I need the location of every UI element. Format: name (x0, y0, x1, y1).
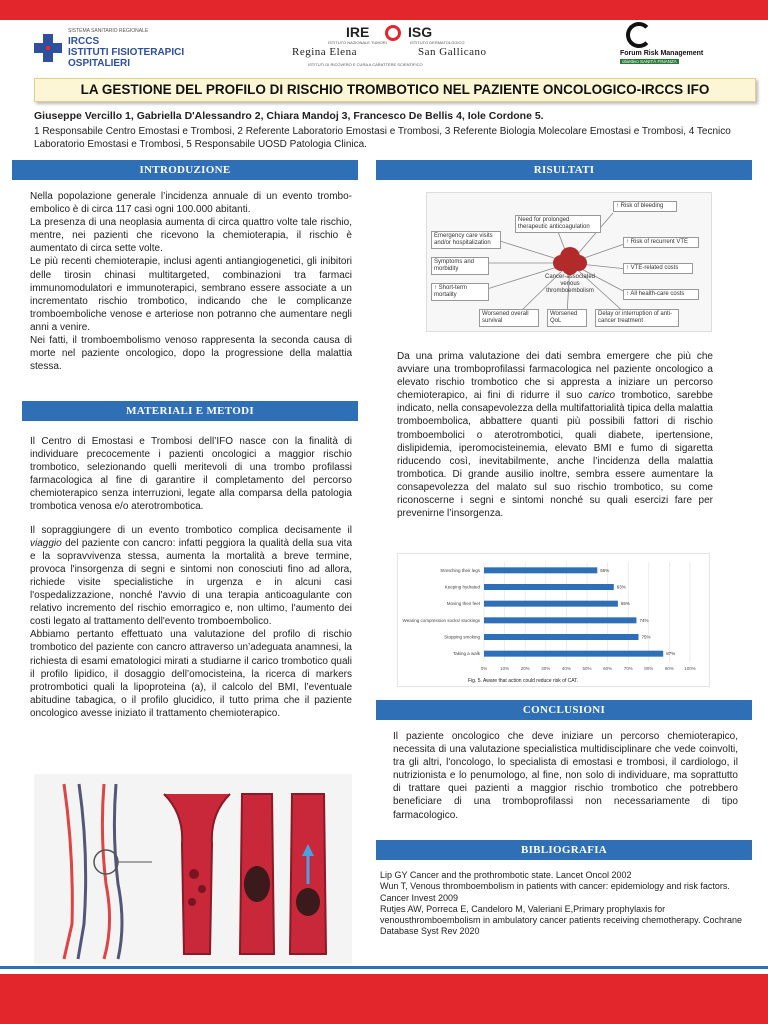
logo2-foot: ISTITUTI DI RICOVERO E CURA A CARATTERE SCIENTIFICO (308, 62, 423, 67)
awareness-bar-chart (397, 553, 710, 687)
reference-item: Rutjes AW, Porreca E, Candeloro M, Valeriani E,Primary prophylaxis for venousthromboembolism in ambulatory cancer patients receiving chemotherapy. Cochrane Database Syst Rev 2020 (380, 903, 743, 937)
materiali-p1: Il Centro di Emostasi e Trombosi dell’IFO nasce con la finalità di individuare precocemente i pazienti oncologici a maggior rischio trombotico, selezionando quelli meritevoli di una trombo profilassi farmacologica al fine di garantire il completamento del percorso chemioterapico senza interruzioni, legate alla comparsa della patologia trombotica venosa e/o aterotrombotica. (30, 436, 352, 513)
red-cross-icon (34, 34, 62, 62)
bottom-blue-line (0, 966, 768, 969)
heart-icon (385, 25, 401, 41)
bar (484, 584, 614, 590)
diagram-bottom-1: Worsened overall survival (479, 309, 539, 327)
forum-risk-logo (620, 22, 732, 68)
bar (484, 601, 618, 607)
intro-p4: Nei fatti, il tromboembolismo venoso rappresenta la seconda causa di morte nel paziente oncologico, dopo la progressione della malattia stessa. (30, 335, 352, 373)
poster-title: LA GESTIONE DEL PROFILO DI RISCHIO TROMBOTICO NEL PAZIENTE ONCOLOGICO-IRCCS IFO (34, 78, 756, 102)
ifo-logo (34, 26, 194, 69)
x-tick-label: 90% (664, 666, 674, 671)
risultati-p1 (397, 350, 713, 520)
logo-name (68, 36, 198, 69)
risultati-text (397, 350, 713, 520)
value-label: 74% (639, 617, 649, 623)
x-tick-label: 0% (480, 666, 488, 671)
x-tick-label: 100% (684, 666, 696, 671)
intro-p1: Nella popolazione generale l’incidenza annuale di un evento trombo-embolico è di circa 117 casi ogni 100.000 abitanti. (30, 191, 352, 216)
regina-elena: Regina Elena (292, 46, 357, 58)
diagram-right-1: ↑ Risk of recurrent VTE (623, 237, 699, 248)
intro-p2: La presenza di una neoplasia aumenta di circa quattro volte tale rischio, mentre, nei pazienti che ricevono la chemioterapia, il rischio è aumentato di circa sette volte. (30, 217, 352, 255)
diagram-left-1: Emergency care visits and/or hospitalization (431, 231, 501, 249)
authors: Giuseppe Vercillo 1, Gabriella D'Alessandro 2, Chiara Mandoj 3, Francesco De Bellis 4, Iole Cordone 5. (34, 110, 544, 122)
bar (484, 634, 639, 640)
value-label: 87% (666, 651, 676, 657)
value-label: 75% (641, 634, 651, 640)
chart-caption: Fig. 5. Aware that action could reduce risk of CAT. (468, 678, 579, 684)
ire-sub: ISTITUTO NAZIONALE TUMORI (328, 40, 387, 45)
category-label: Stretching their legs (440, 567, 480, 573)
logo-small-text: SISTEMA SANITARIO REGIONALE (68, 28, 149, 34)
x-tick-label: 80% (644, 666, 654, 671)
value-label: 55% (600, 567, 610, 573)
bibliografia-heading: BIBLIOGRAFIA (376, 840, 752, 860)
materiali-text (30, 435, 352, 720)
value-label: 63% (616, 584, 626, 590)
thrombus-illustration (34, 774, 352, 964)
isg-label: ISG (408, 24, 433, 40)
materiali-p2 (30, 524, 352, 629)
x-tick-label: 70% (623, 666, 633, 671)
conclusioni-text: Il paziente oncologico che deve iniziare un percorso chemioterapico, necessita di una valutazione specialistica multidisciplinare che vede coinvolti, tra gli altri, l'oncologo, lo specialista di emostasi e trombosi, il cardiologo, il nutrizionista e lo penumologo, al fine, non solo di individuare, ma soprattutto di trattare quei pazienti a maggior rischio trombotico che potrebbero beneficiare di una tromboprofilassi non necessariamente di tipo farmacologico. (393, 731, 738, 821)
diagram-right-3: ↑ All health-care costs (623, 289, 699, 300)
diagram-right-2: ↑ VTE-related costs (623, 263, 693, 274)
bar (484, 567, 597, 573)
x-tick-label: 20% (520, 666, 530, 671)
references-list (380, 870, 760, 938)
forum-name: Forum Risk Management (620, 50, 704, 57)
logo-line3: OSPITALIERI (68, 58, 131, 69)
diagram-bottom-3: Delay or interruption of anti-cancer treatment (595, 309, 679, 327)
diagram-bottom-2: Worsened QoL (547, 309, 587, 327)
isg-sub: ISTITUTO DERMATOLOGICO (410, 40, 465, 45)
intro-p3: Le più recenti chemioterapie, inclusi agenti antiangiogenetici, gli inibitori delle tirosin chinasi multitargeted, combinazioni tra farmaci immunomodulatori e immunoterapici, sembrano essere associate a un incrementato rischio trombotico, indicando che le complicanze tromboemboliche venose e arteriose non potranno che aumentare negli anni a venire. (30, 256, 352, 333)
reference-item: Lip GY Cancer and the prothrombotic state. Lancet Oncol 2002 (380, 870, 632, 880)
category-label: Moving their feet (446, 601, 480, 607)
bar (484, 651, 663, 657)
materiali-heading: MATERIALI E METODI (22, 401, 358, 421)
diagram-center: Cancer-associated venous thromboembolism (544, 274, 596, 294)
risultati-italic: carico (588, 390, 616, 402)
value-label: 65% (620, 601, 630, 607)
diagram-left-2: Symptoms and morbidity (431, 257, 489, 275)
logo-line1: IRCCS (68, 36, 100, 47)
diagram-top-2: Need for prolonged therapeutic anticoagulation (515, 215, 601, 233)
x-tick-label: 50% (582, 666, 592, 671)
ire-isg-logo (288, 24, 488, 70)
x-tick-label: 30% (541, 666, 551, 671)
category-label: Taking a walk (452, 651, 480, 657)
conclusioni-heading: CONCLUSIONI (376, 700, 752, 720)
risultati-p1b: trombotico, sarebbe indicato, nella consapevolezza della multifattorialità tipica della malattia tromboembolica, abbattere quanti più possibili fattori di rischio tromboembolici o aterotrombotici, quali diabete, ipertensione, dislipidemia, iperomocisteinemia, elevato BMI e fumo di sigaretta riducendo così, inevitabilmente, anche l’incidenza della malattia trombotica. Di grande ausilio inoltre, sembra essere aumentare la consapevolezza del malato sul suo rischio trombotico, su come riconoscerne i segni e sintomi nonché su quali esercizi fare per prevenirne l’insorgenza. (397, 390, 713, 520)
materiali-p2b: del paziente con cancro: infatti peggiora la qualità della sua vita e la sopravvivenza stessa, aumenta la mortalità a breve termine, provoca l'insorgenza di segni e sintomi non conosciuti fino ad allora, richiede visite specialistiche in urgenza e in alcuni casi l'ospedalizzazione, nonché l'avvio di una terapia anticoagulante con relativo incremento del rischio emorragico e, non ultimo, l'aumento dei costi legato al trattamento dell'evento tromboembolico. (30, 537, 352, 628)
category-label: Stopping smoking (444, 634, 480, 640)
ring-icon (626, 22, 652, 48)
materiali-p2-italic: viaggio (30, 537, 62, 549)
x-tick-label: 10% (500, 666, 510, 671)
bar (484, 617, 636, 623)
category-label: Wearing compression socks/ stockings (402, 617, 480, 623)
materiali-p3: Abbiamo pertanto effettuato una valutazione del profilo di rischio trombotico del paziente con cancro attraverso un’adeguata anamnesi, la richiesta di esami ematologici mirati a studiarne il carico trombotico quali il profilo lipidico, il dosaggio dell’omocisteina, la ricerca di markers protrombotici quali la lipoproteina (a), il calcolo del BMI, l’eventuale abitudine tabagica, o il profilo glucidico, il tutto prima che il paziente oncologico avesse iniziato il trattamento chemioterapico. (30, 629, 352, 719)
san-gallicano: San Gallicano (418, 46, 487, 58)
risultati-p1a: Da una prima valutazione dei dati sembra emergere che più che avviare una tromboprofilassi farmacologica nel paziente oncologico a elevato rischio trombotico che si appresta a iniziare un percorso chemioterapico, ai fini di ridurre il suo (397, 351, 713, 402)
diagram-top-1: ↑ Risk of bleeding (613, 201, 677, 212)
category-label: Keeping hydrated (444, 584, 480, 590)
vte-consequences-diagram (426, 192, 712, 332)
top-red-bar (0, 0, 768, 20)
risultati-heading: RISULTATI (376, 160, 752, 180)
forum-tag: obiettivo SANITÀ FINANZA (622, 59, 677, 64)
bottom-red-bar (0, 974, 768, 1024)
diagram-left-3: ↑ Short-term mortality (431, 283, 489, 301)
x-tick-label: 60% (603, 666, 613, 671)
reference-item: Wun T, Venous thromboembolism in patients with cancer: epidemiology and risk factors. Cancer Invest 2009 (380, 881, 730, 903)
introduzione-text (30, 190, 352, 373)
affiliations: 1 Responsabile Centro Emostasi e Trombosi, 2 Referente Laboratorio Emostasi e Trombosi, 3 Referente Biologia Molecolare Emostasi e Trombosi, 4 Tecnico Laboratorio Emostasi e Trombosi, 5 Responsabile UOSD Patologia Clinica. (34, 126, 731, 150)
x-tick-label: 40% (561, 666, 571, 671)
logo-line2: ISTITUTI FISIOTERAPICI (68, 47, 185, 58)
ire-label: IRE (346, 24, 370, 40)
introduzione-heading: INTRODUZIONE (12, 160, 358, 180)
materiali-p2a: Il sopraggiungere di un evento trombotico complica decisamente il (30, 524, 352, 536)
